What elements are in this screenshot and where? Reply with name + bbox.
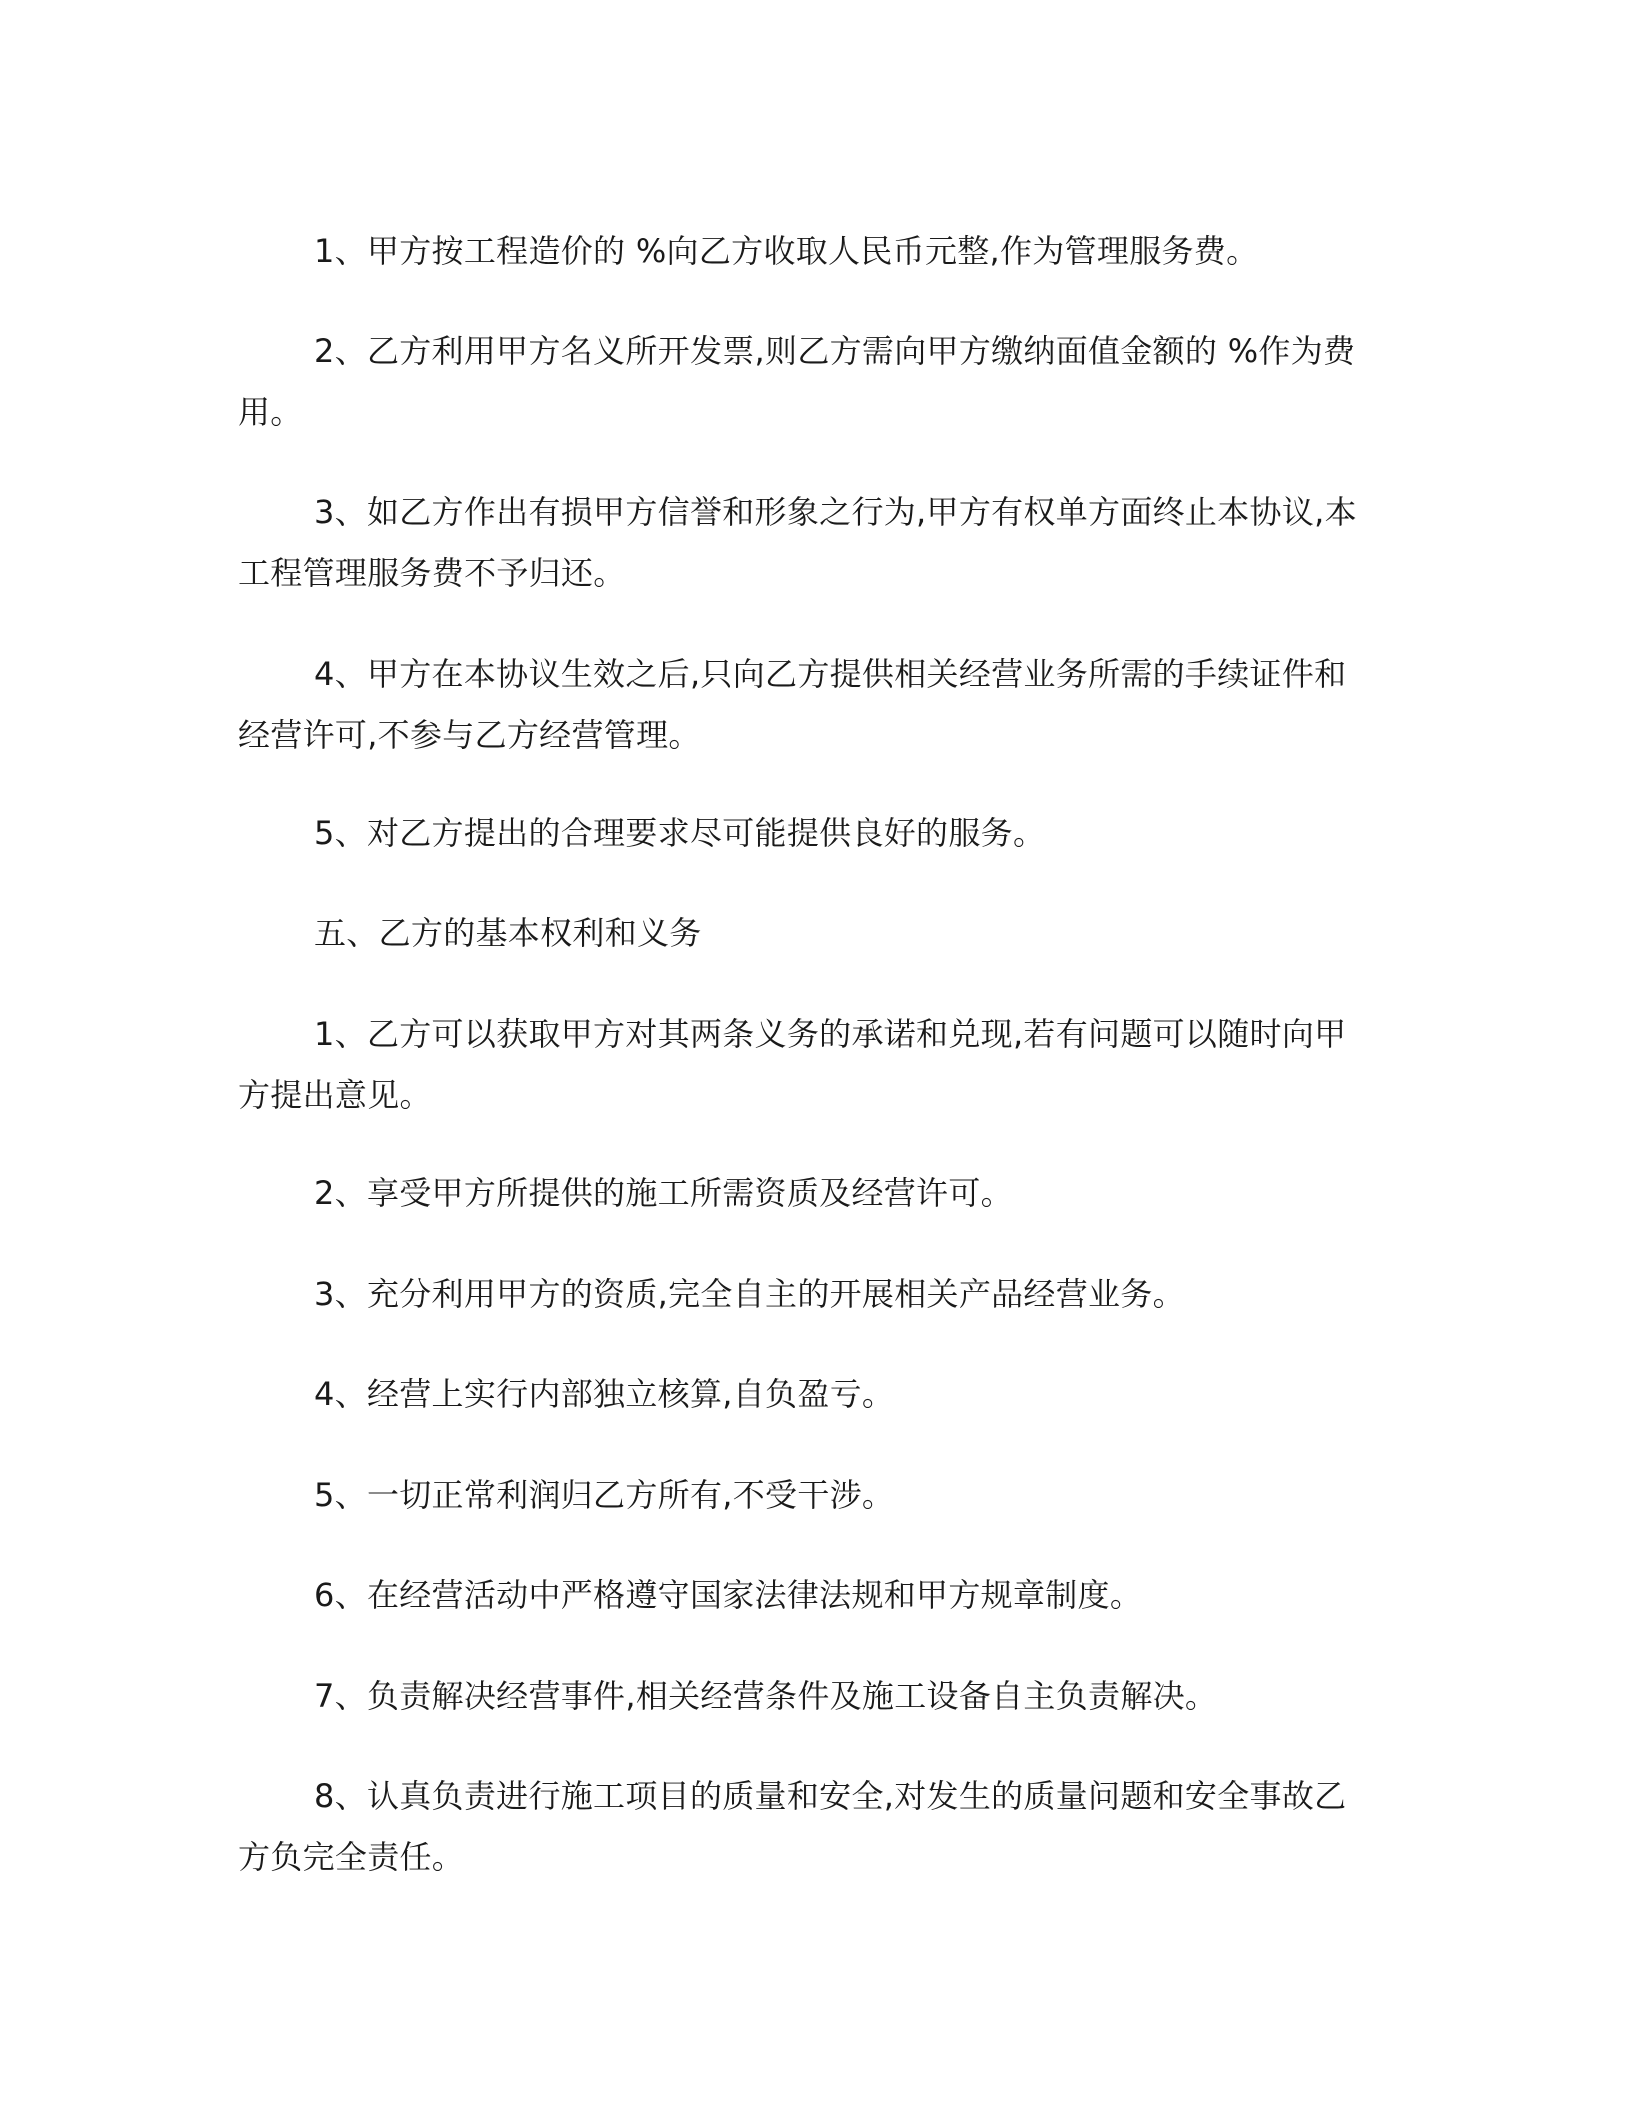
clause-paragraph: 6、在经营活动中严格遵守国家法律法规和甲方规章制度。 [314,1576,1143,1614]
clause-paragraph: 5、对乙方提出的合理要求尽可能提供良好的服务。 [314,814,1046,852]
section-heading: 五、乙方的基本权利和义务 [314,914,702,952]
clause-paragraph: 3、充分利用甲方的资质,完全自主的开展相关产品经营业务。 [314,1275,1185,1313]
clause-paragraph: 4、经营上实行内部独立核算,自负盈亏。 [314,1375,895,1413]
clause-paragraph: 2、乙方利用甲方名义所开发票,则乙方需向甲方缴纳面值金额的 %作为费用。 [238,332,1356,431]
clause-paragraph: 5、一切正常利润归乙方所有,不受干涉。 [314,1476,895,1514]
clause-paragraph: 3、如乙方作出有损甲方信誉和形象之行为,甲方有权单方面终止本协议,本工程管理服务费不予归还。 [238,493,1357,592]
clause-paragraph: 8、认真负责进行施工项目的质量和安全,对发生的质量问题和安全事故乙方负完全责任。 [238,1777,1347,1876]
clause-paragraph: 1、甲方按工程造价的 %向乙方收取人民币元整,作为管理服务费。 [314,232,1259,270]
clause-paragraph: 7、负责解决经营事件,相关经营条件及施工设备自主负责解决。 [314,1677,1218,1715]
clause-paragraph: 2、享受甲方所提供的施工所需资质及经营许可。 [314,1174,1013,1212]
clause-paragraph: 1、乙方可以获取甲方对其两条义务的承诺和兑现,若有问题可以随时向甲方提出意见。 [238,1015,1347,1114]
clause-paragraph: 4、甲方在本协议生效之后,只向乙方提供相关经营业务所需的手续证件和经营许可,不参与乙方经营管理。 [238,655,1347,754]
